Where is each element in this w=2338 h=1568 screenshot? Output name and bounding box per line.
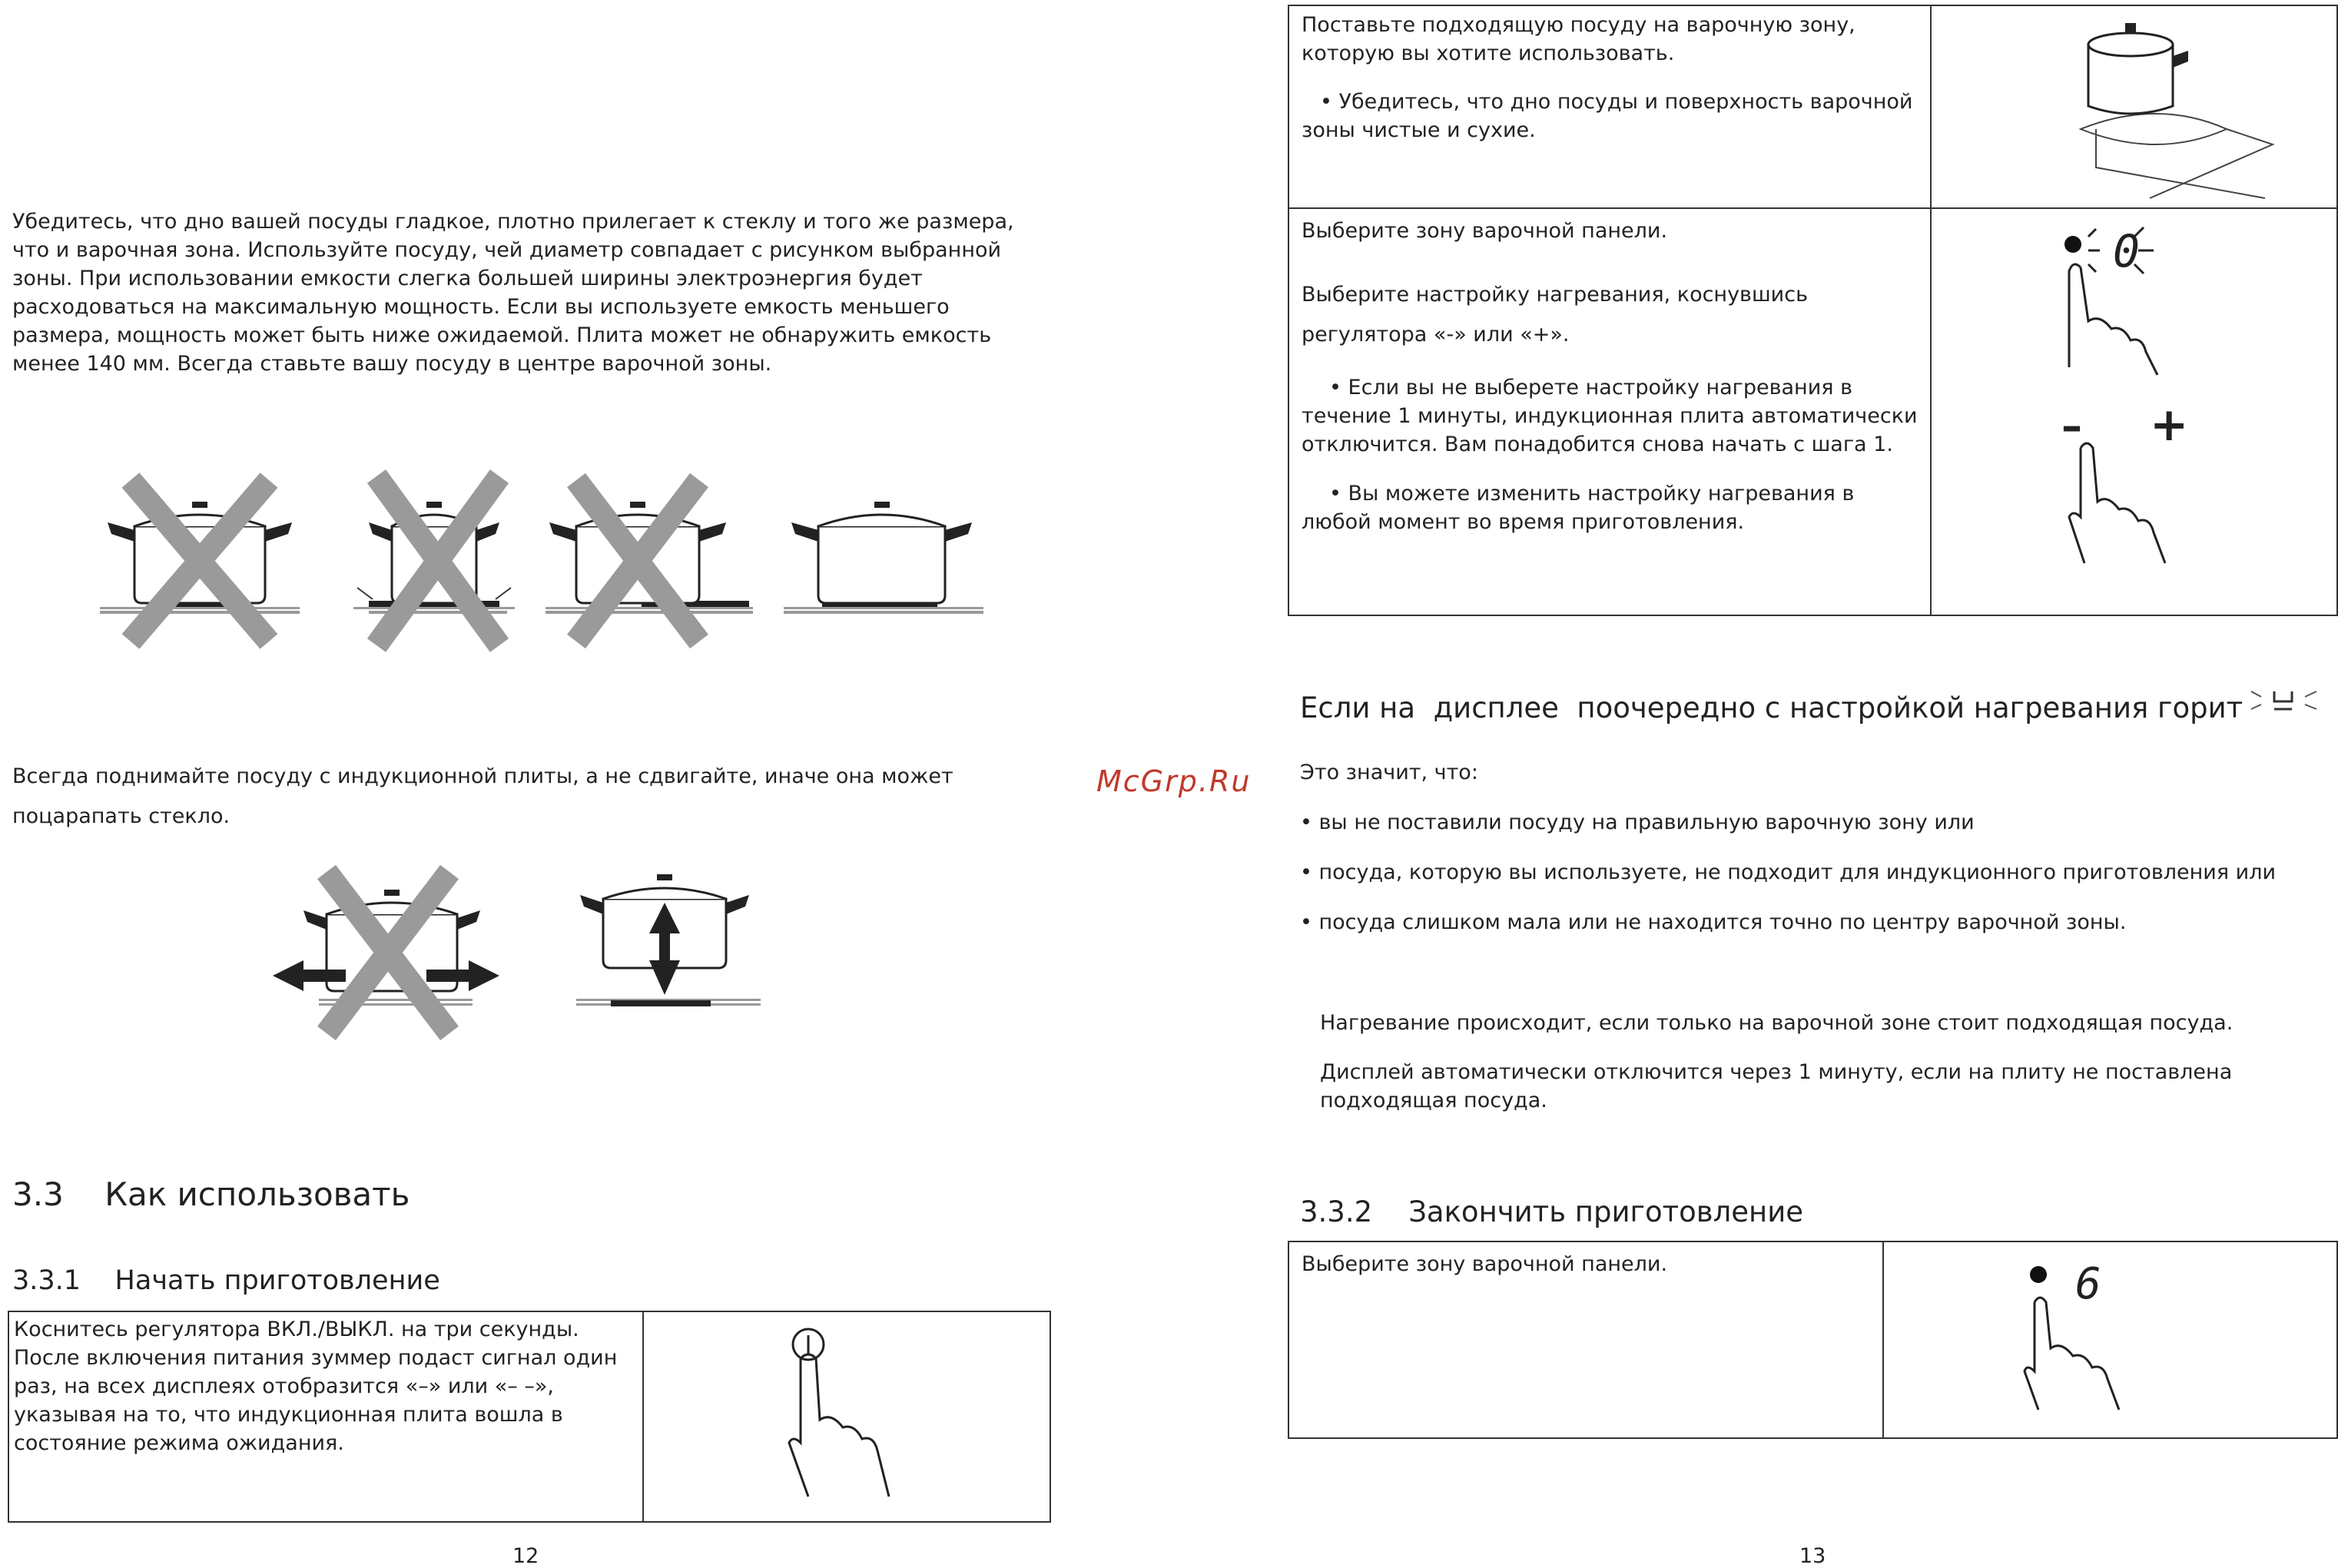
reason-bullet-1: • вы не поставили посуду на правильную варочную зону или — [1300, 811, 1975, 834]
step1-bullet: • Убедитесь, что дно посуды и поверхность варочной зоны чистые и сухие. — [1302, 90, 1913, 142]
start-table-text: Коснитесь регулятора ВКЛ./ВЫКЛ. на три секунды. После включения питания зуммер подаст сигнал один раз, на всех дисплеях отобразится «–» или «– –», указывая на то, что индукционная плита вошла в состояние режима ожидания. — [14, 1318, 618, 1455]
subsection-heading: 3.3.1 Начать приготовление — [12, 1265, 440, 1296]
no-pan-indicator-icon — [2247, 680, 2320, 718]
pot-wrong-3 — [546, 480, 753, 641]
start-cooking-table — [8, 1311, 1051, 1523]
lift-not-slide-illustration — [273, 868, 772, 1045]
note-auto-off: Дисплей автоматически отключится через 1 минуту, если на плиту не поставлена подходящая посуда. — [1320, 1060, 2233, 1112]
step2-bullet1: • Если вы не выберете настройку нагревания в течение 1 минуты, индукционная плита автоматически отключится. Вам понадобится снова начать с шага 1. — [1302, 376, 1918, 456]
pot-fit-illustration — [100, 472, 983, 657]
reason-bullet-2: • посуда, которую вы используете, не подходит для индукционного приготовления или — [1300, 860, 2277, 884]
pot-correct — [784, 502, 983, 614]
display-heading: Если на дисплее поочередно с настройкой нагревания горит — [1300, 691, 2243, 724]
means-text: Это значит, что: — [1300, 761, 1478, 784]
adjust-touch-icon — [2065, 425, 2219, 571]
pot-slide-wrong — [273, 872, 499, 1033]
lift-paragraph: Всегда поднимайте посуду с индукционной плиты, а не сдвигайте, иначе она может поцарапать стекло. — [12, 764, 953, 828]
reason-bullet-3: • посуда слишком мала или не находится точно по центру варочной зоны. — [1300, 910, 2127, 934]
note-heating: Нагревание происходит, если только на варочной зоне стоит подходящая посуда. — [1320, 1011, 2234, 1035]
pot-lift-correct — [576, 874, 761, 1006]
steps-table — [1288, 5, 2338, 616]
finish-table-text: Выберите зону варочной панели. — [1302, 1252, 1668, 1276]
page-number-right: 13 — [1799, 1544, 1826, 1568]
step1-text: Поставьте подходящую посуду на варочную зону, которую вы хотите использовать. — [1302, 13, 1855, 65]
pot-wrong-2 — [353, 476, 515, 645]
power-touch-icon — [747, 1328, 916, 1512]
pot-on-hob-icon — [2050, 14, 2280, 198]
pot-wrong-1 — [100, 480, 300, 641]
watermark: McGrp.Ru — [1096, 764, 1252, 798]
minus-control: – — [2061, 402, 2082, 450]
display-digit-6: 6 — [2075, 1259, 2101, 1309]
step2-setting: Выберите настройку нагревания, коснувшись регулятора «-» или «+». — [1302, 283, 1808, 346]
step2-bullet2: • Вы можете изменить настройку нагревания в любой момент во время приготовления. — [1302, 482, 1855, 534]
page-number-left: 12 — [512, 1544, 539, 1568]
display-digit-0: 0 — [2113, 225, 2140, 277]
plus-control: + — [2150, 398, 2189, 452]
section-heading: 3.3 Как использовать — [12, 1175, 410, 1213]
intro-paragraph: Убедитесь, что дно вашей посуды гладкое, плотно прилегает к стеклу и того же размера, что и варочная зона. Используйте посуду, чей диаметр совпадает с рисунком выбранной зоны. При использовании емкости слегка большей ширины электроэнергия будет расходоваться на максимальную мощность. Если вы используете емкость меньшего размера, мощность может быть ниже ожидаемой. Плита может не обнаружить емкость менее 140 мм. Всегда ставьте вашу посуду в центре варочной зоны. — [12, 210, 1014, 376]
step2-select: Выберите зону варочной панели. — [1302, 219, 1668, 243]
finish-heading: 3.3.2 Закончить приготовление — [1300, 1195, 1803, 1228]
finish-cooking-table — [1288, 1241, 2338, 1439]
